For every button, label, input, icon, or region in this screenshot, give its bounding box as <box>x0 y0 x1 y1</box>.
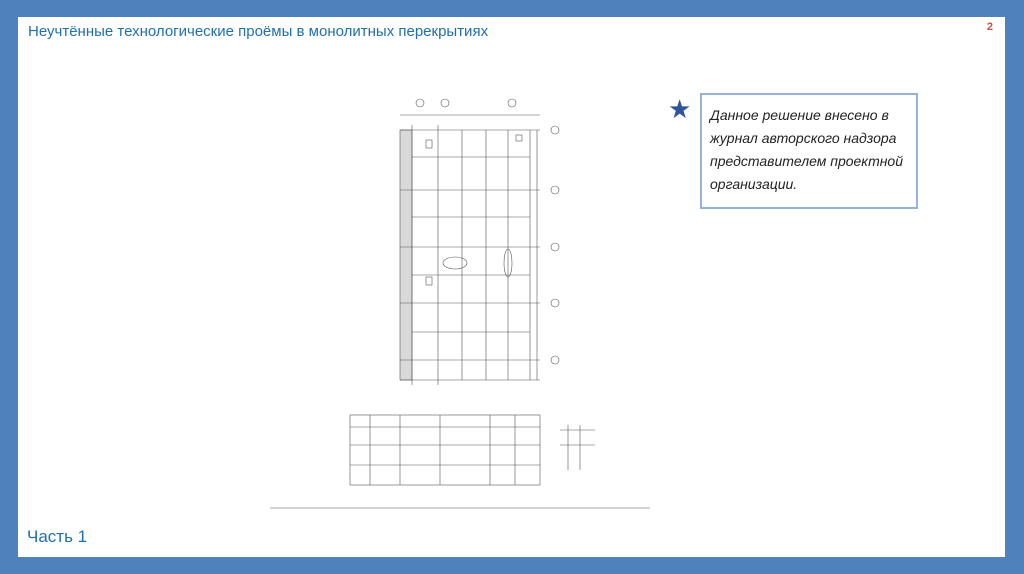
star-icon: ★ <box>668 95 692 125</box>
floor-beam-drawing <box>250 85 660 515</box>
note-text: Данное решение внесено в журнал авторского надзора представителем проектной организации. <box>710 107 904 192</box>
note-box <box>700 93 918 209</box>
slide-title: Неучтённые технологические проёмы в монолитных перекрытиях <box>28 23 489 40</box>
part-label: Часть 1 <box>27 527 88 546</box>
slide <box>18 17 1005 557</box>
page-number: 2 <box>986 21 993 33</box>
